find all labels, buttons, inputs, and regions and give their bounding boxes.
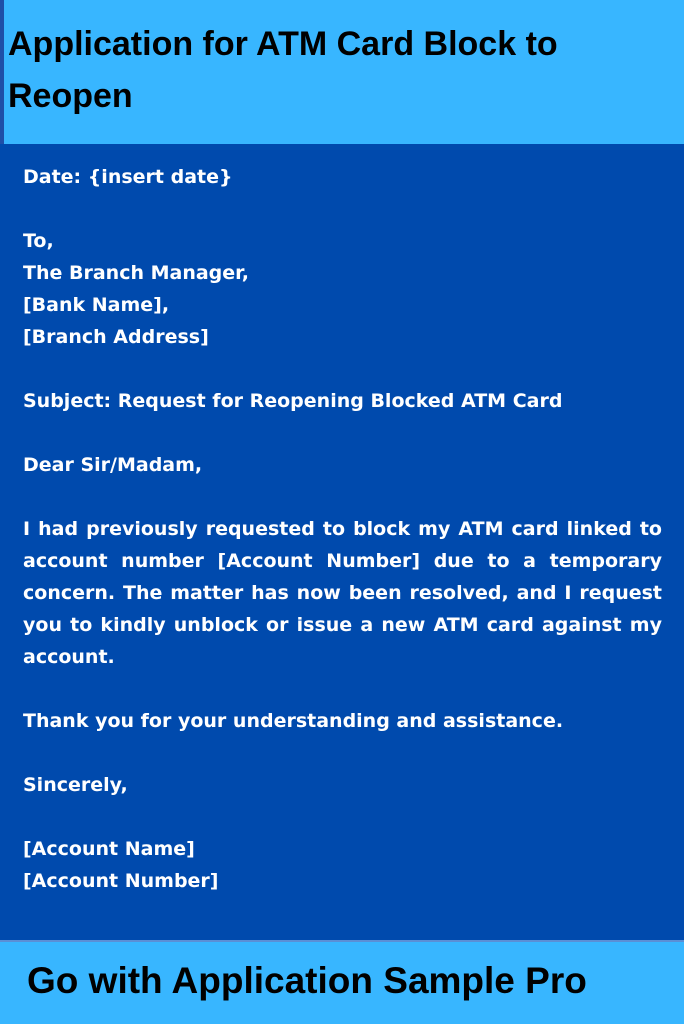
spacer xyxy=(23,193,662,225)
letter-body xyxy=(23,161,662,897)
page-title: Application for ATM Card Block to Reopen xyxy=(8,25,558,115)
spacer xyxy=(23,353,662,385)
letter-thanks: Thank you for your understanding and assistance. xyxy=(23,710,564,732)
letter-body-paragraph: I had previously requested to block my ATM card linked to account number [Account Number] due to a temporary concern. The matter has now been resolved, and I request you to kindly unblock or issue a new ATM card against my account. xyxy=(23,518,662,668)
signature-account-number: [Account Number] xyxy=(23,870,219,892)
title-banner xyxy=(0,0,684,144)
footer-brand-text: Go with Application Sample Pro xyxy=(27,960,587,1001)
letter-date: Date: {insert date} xyxy=(23,166,233,188)
recipient-bank-name: [Bank Name], xyxy=(23,294,170,316)
spacer xyxy=(23,673,662,705)
recipient-to: To, xyxy=(23,230,54,252)
footer-banner xyxy=(0,940,684,1024)
recipient-branch-address: [Branch Address] xyxy=(23,326,209,348)
letter-closing: Sincerely, xyxy=(23,774,128,796)
recipient-designation: The Branch Manager, xyxy=(23,262,249,284)
signature-account-name: [Account Name] xyxy=(23,838,195,860)
letter-subject: Subject: Request for Reopening Blocked ATM Card xyxy=(23,390,563,412)
spacer xyxy=(23,417,662,449)
letter-panel xyxy=(0,144,684,940)
letter-greeting: Dear Sir/Madam, xyxy=(23,454,203,476)
spacer xyxy=(23,801,662,833)
spacer xyxy=(23,737,662,769)
spacer xyxy=(23,481,662,513)
